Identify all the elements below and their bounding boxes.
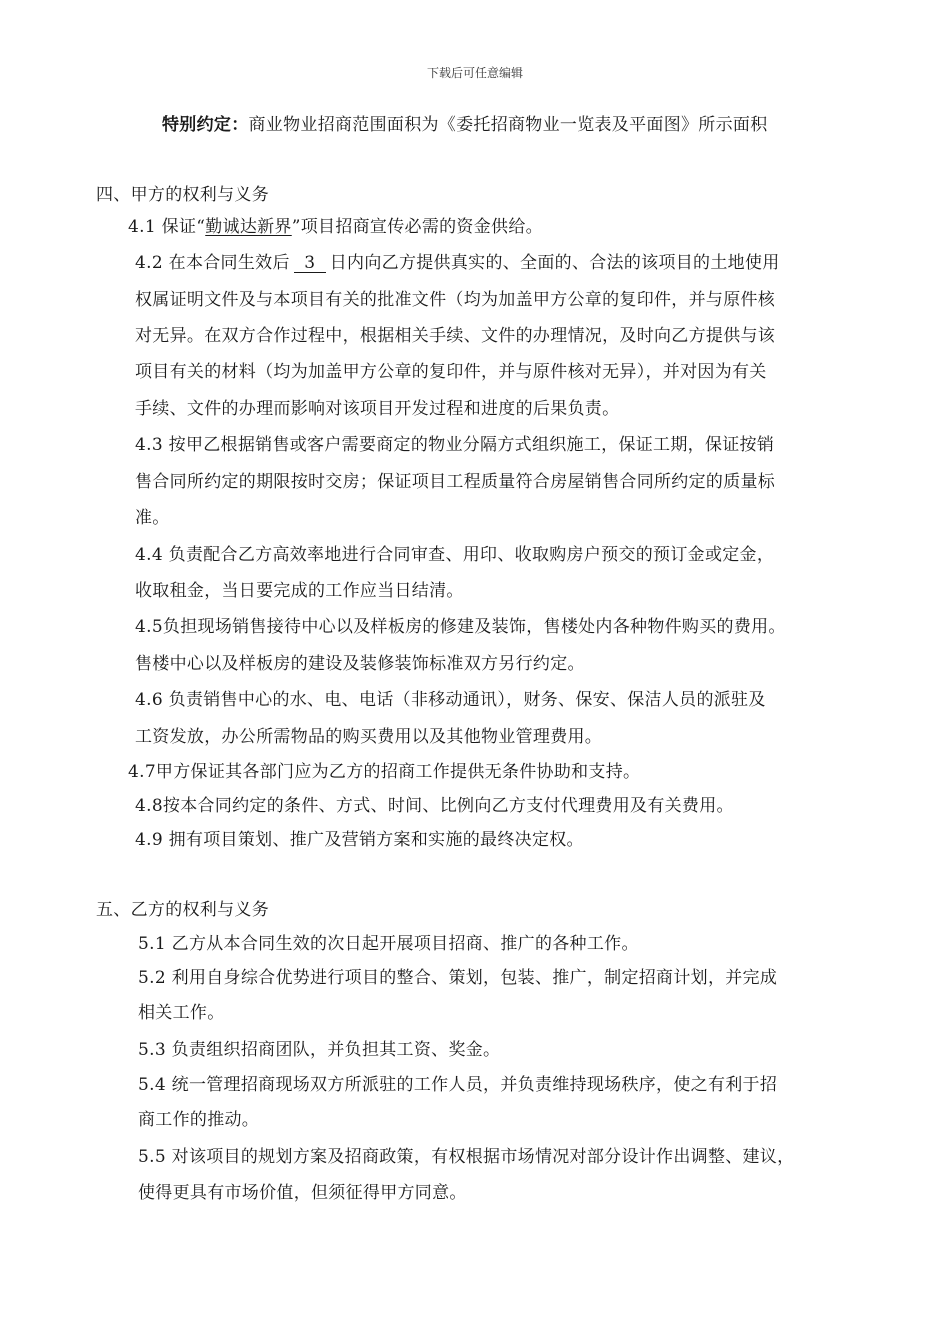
clause-4-6-line-2: 工资发放，办公所需物品的购买费用以及其他物业管理费用。 (135, 727, 603, 747)
clause-4-9: 4.9 拥有项目策划、推广及营销方案和实施的最终决定权。 (135, 830, 584, 850)
clause-4-2-line-4: 项目有关的材料（均为加盖甲方公章的复印件，并与原件核对无异），并对因为有关 (135, 362, 767, 382)
clause-5-4-line-1: 5.4 统一管理招商现场双方所派驻的工作人员，并负责维持现场秩序，使之有利于招 (138, 1075, 778, 1095)
project-name: 勤诚达新界 (205, 217, 292, 237)
clause-4-2-line-2: 权属证明文件及与本项目有关的批准文件（均为加盖甲方公章的复印件，并与原件核 (135, 290, 776, 310)
clause-4-8: 4.8按本合同约定的条件、方式、时间、比例向乙方支付代理费用及有关费用。 (135, 796, 734, 816)
clause-5-4-line-2: 商工作的推动。 (138, 1110, 260, 1130)
clause-4-2-line-5: 手续、文件的办理而影响对该项目开发过程和进度的后果负责。 (135, 399, 620, 419)
clause-5-2-line-2: 相关工作。 (138, 1003, 225, 1023)
clause-4-3-line-2: 售合同所约定的期限按时交房；保证项目工程质量符合房屋销售合同所约定的质量标 (135, 472, 776, 492)
clause-5-3: 5.3 负责组织招商团队，并负担其工资、奖金。 (138, 1040, 501, 1060)
section-5-title: 五、乙方的权利与义务 (96, 900, 269, 920)
clause-4-5-line-1: 4.5负担现场销售接待中心以及样板房的修建及装饰，售楼处内各种物件购买的费用。 (135, 617, 786, 637)
section-4-title: 四、甲方的权利与义务 (96, 185, 269, 205)
clause-4-3-line-1: 4.3 按甲乙根据销售或客户需要商定的物业分隔方式组织施工，保证工期，保证按销 (135, 435, 775, 455)
clause-4-6-line-1: 4.6 负责销售中心的水、电、电话（非移动通讯），财务、保安、保洁人员的派驻及 (135, 690, 766, 710)
header-note: 下载后可任意编辑 (426, 66, 523, 80)
days-blank: 3 (294, 254, 326, 273)
clause-4-1 (128, 215, 543, 239)
clause-4-4-line-2: 收取租金，当日要完成的工作应当日结清。 (135, 581, 464, 601)
clause-5-5-line-1: 5.5 对该项目的规划方案及招商政策，有权根据市场情况对部分设计作出调整、建议， (138, 1147, 795, 1167)
clause-4-1-suffix: ”项目招商宣传必需的资金供给。 (291, 217, 543, 237)
clause-4-3-line-3: 准。 (135, 508, 170, 528)
special-agreement-text: 商业物业招商范围面积为《委托招商物业一览表及平面图》所示面积 (248, 115, 768, 135)
clause-5-5-line-2: 使得更具有市场价值，但须征得甲方同意。 (138, 1183, 467, 1203)
clause-4-4-line-1: 4.4 负责配合乙方高效率地进行合同审查、用印、收取购房户预交的预订金或定金， (135, 545, 775, 565)
clause-4-2-line-3: 对无异。在双方合作过程中，根据相关手续、文件的办理情况，及时向乙方提供与该 (135, 326, 776, 346)
clause-4-7: 4.7甲方保证其各部门应为乙方的招商工作提供无条件协助和支持。 (128, 762, 641, 782)
clause-4-1-prefix: 4.1 保证“ (128, 217, 206, 237)
clause-5-1: 5.1 乙方从本合同生效的次日起开展项目招商、推广的各种工作。 (138, 934, 639, 954)
special-agreement (162, 113, 768, 137)
clause-4-2-suffix: 日内向乙方提供真实的、全面的、合法的该项目的土地使用 (329, 253, 780, 273)
clause-4-2-prefix: 4.2 在本合同生效后 (135, 253, 290, 273)
clause-4-5-line-2: 售楼中心以及样板房的建设及装修装饰标准双方另行约定。 (135, 654, 585, 674)
special-agreement-label: 特别约定： (162, 115, 249, 135)
clause-4-2-line-1 (135, 251, 780, 275)
clause-5-2-line-1: 5.2 利用自身综合优势进行项目的整合、策划，包装、推广，制定招商计划，并完成 (138, 968, 778, 988)
